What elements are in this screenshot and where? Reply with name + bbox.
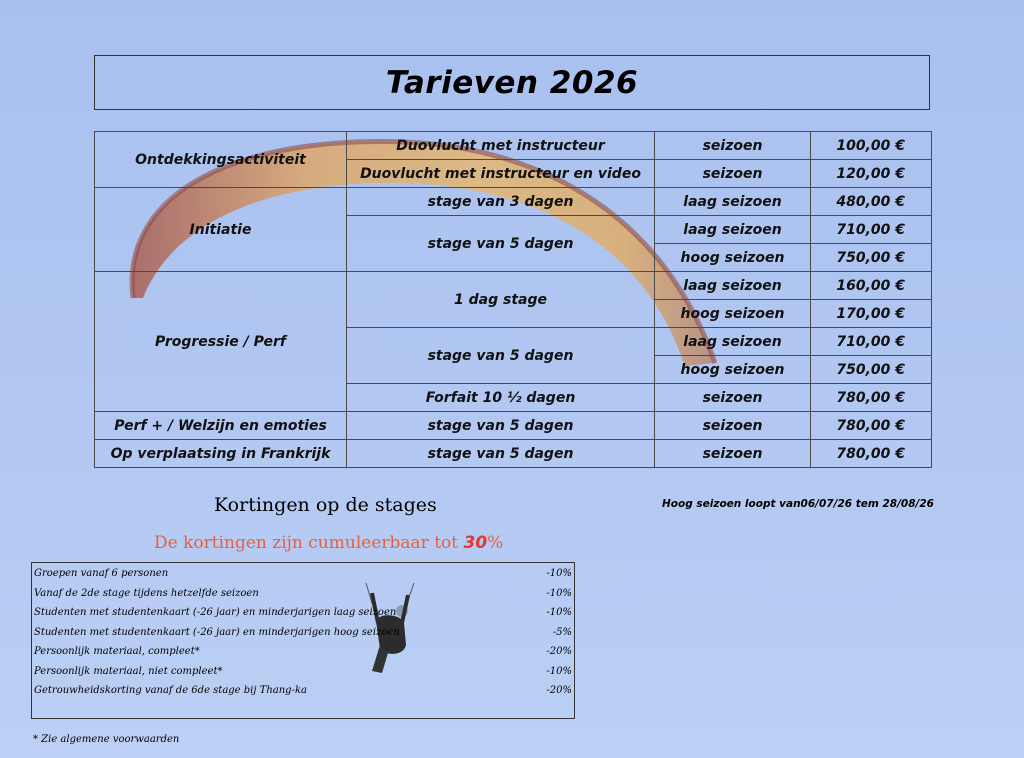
price-table [94,131,932,468]
price-cell: 480,00 € [811,188,932,216]
season-cell: seizoen [655,132,811,160]
discount-value: -10% [546,587,572,599]
price-cell: 120,00 € [811,160,932,188]
table-row [95,188,932,216]
category-cell: Initiatie [95,188,347,272]
course-cell: stage van 5 dagen [347,328,655,384]
price-cell: 750,00 € [811,244,932,272]
discount-label: Vanaf de 2de stage tijdens hetzelfde seizoen [34,587,259,599]
category-cell: Progressie / Perf [95,272,347,412]
discount-value: -10% [546,665,572,677]
discount-label: Groepen vanaf 6 personen [34,568,169,579]
discount-label: Studenten met studentenkaart (-26 jaar) en minderjarigen hoog seizoen [34,626,400,638]
table-row [95,412,932,440]
course-cell: Duovlucht met instructeur en video [347,160,655,188]
price-cell: 100,00 € [811,132,932,160]
list-item [32,565,574,584]
category-cell: Ontdekkingsactiviteit [95,132,347,188]
discount-label: Getrouwheidskorting vanaf de 6de stage bij Thang-ka [34,685,307,696]
season-cell: seizoen [655,440,811,468]
table-row [95,272,932,300]
discount-list [31,562,575,719]
price-cell: 710,00 € [811,216,932,244]
price-cell: 170,00 € [811,300,932,328]
price-cell: 750,00 € [811,356,932,384]
price-cell: 780,00 € [811,384,932,412]
cumulative-value: 30 [463,533,488,553]
discount-value: -10% [546,607,572,618]
discount-label: Persoonlijk materiaal, niet compleet* [34,665,223,677]
cumulative-text: De kortingen zijn cumuleerbaar tot [154,533,459,553]
season-cell: laag seizoen [655,328,811,356]
season-cell: hoog seizoen [655,300,811,328]
list-item [32,604,574,623]
season-cell: laag seizoen [655,188,811,216]
list-item [32,643,574,662]
discount-value: -20% [546,646,572,657]
course-cell: Duovlucht met instructeur [347,132,655,160]
course-cell: stage van 5 dagen [347,216,655,272]
discount-value: -5% [552,626,572,638]
discounts-title: Kortingen op de stages [214,494,437,516]
price-cell: 780,00 € [811,412,932,440]
cumulative-discount-note [154,533,503,553]
discount-label: Studenten met studentenkaart (-26 jaar) en minderjarigen laag seizoen [34,607,397,618]
category-cell: Perf + / Welzijn en emoties [95,412,347,440]
discount-label: Persoonlijk materiaal, compleet* [34,646,200,657]
list-item [32,663,574,682]
list-item [32,624,574,643]
course-cell: Forfait 10 ½ dagen [347,384,655,412]
high-season-note: Hoog seizoen loopt van06/07/26 tem 28/08/26 [662,498,934,510]
table-row [95,132,932,160]
price-cell: 710,00 € [811,328,932,356]
cumulative-unit: % [487,533,504,553]
course-cell: stage van 3 dagen [347,188,655,216]
season-cell: laag seizoen [655,272,811,300]
season-cell: seizoen [655,160,811,188]
footnote: * Zie algemene voorwaarden [33,734,180,745]
season-cell: hoog seizoen [655,356,811,384]
course-cell: 1 dag stage [347,272,655,328]
season-cell: laag seizoen [655,216,811,244]
season-cell: seizoen [655,384,811,412]
discount-value: -20% [546,685,572,696]
discount-value: -10% [546,568,572,579]
list-item [32,682,574,701]
price-cell: 780,00 € [811,440,932,468]
category-cell: Op verplaatsing in Frankrijk [95,440,347,468]
price-cell: 160,00 € [811,272,932,300]
table-row [95,440,932,468]
course-cell: stage van 5 dagen [347,440,655,468]
season-cell: hoog seizoen [655,244,811,272]
season-cell: seizoen [655,412,811,440]
page-title: Tarieven 2026 [94,55,930,110]
list-item [32,585,574,604]
course-cell: stage van 5 dagen [347,412,655,440]
